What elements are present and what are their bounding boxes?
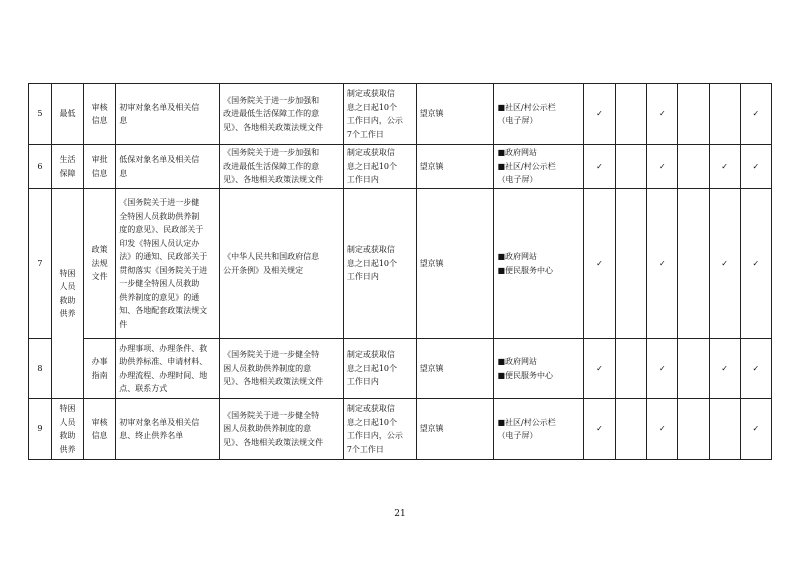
basis-cell <box>220 339 344 399</box>
time-cell <box>343 145 416 189</box>
item-line: 审批 <box>91 155 108 164</box>
check-cell: ✓ <box>740 84 771 145</box>
content-line: 初审对象名单及相关信 <box>119 417 200 427</box>
check-cell: ✓ <box>740 189 771 339</box>
check-cell <box>709 84 740 145</box>
time-line: 工作日内，公示 <box>346 431 403 440</box>
content-line: 度的意见》、民政部关于 <box>119 225 204 234</box>
time-cell <box>343 189 416 339</box>
item-cell <box>84 145 116 189</box>
page-number: 21 <box>394 509 406 519</box>
check-cell: ✓ <box>709 145 740 189</box>
category-cell <box>51 84 83 145</box>
item-cell <box>84 84 116 145</box>
content-line: 印发《特困人员认定办 <box>119 238 200 248</box>
category-line: 救助 <box>59 431 76 440</box>
time-line: 工作日内 <box>346 377 379 387</box>
basis-cell <box>220 84 344 145</box>
square-bullet-icon: ■ <box>497 357 506 366</box>
basis-cell <box>220 145 344 189</box>
content-line: 息、终止供养名单 <box>119 431 184 440</box>
check-cell: ✓ <box>583 339 615 399</box>
time-line: 工作日内，公示 <box>346 116 403 125</box>
content-line: 供养制度的意见》的通 <box>119 292 200 302</box>
content-line: 《国务院关于进一步健 <box>119 198 200 207</box>
basis-cell <box>220 399 344 460</box>
basis-line: 《国务院关于进一步加强和 <box>223 148 320 158</box>
row-number: 5 <box>29 84 52 145</box>
check-cell: ✓ <box>583 189 615 339</box>
content-line: 知、各地配套政策法规文 <box>119 306 208 315</box>
content-line: 贯彻落实《国务院关于进 <box>119 265 208 275</box>
item-line: 法规 <box>91 258 108 268</box>
category-line: 特困 <box>59 404 76 413</box>
check-cell <box>709 399 740 460</box>
time-line: 息之日起10个 <box>346 417 398 427</box>
time-cell <box>343 399 416 460</box>
check-cell: ✓ <box>740 339 771 399</box>
check-cell <box>678 339 709 399</box>
basis-line: 困人员救助供养制度的意 <box>223 363 312 373</box>
item-line: 审核 <box>91 102 108 112</box>
check-cell: ✓ <box>709 189 740 339</box>
time-cell <box>343 84 416 145</box>
check-cell: ✓ <box>647 145 678 189</box>
time-cell <box>343 339 416 399</box>
item-line: 审核 <box>91 417 108 427</box>
channel-cell <box>494 339 583 399</box>
category-line: 供养 <box>59 444 76 454</box>
content-line: 助供养标准、申请材料、 <box>119 357 208 366</box>
content-line: 息 <box>119 116 128 125</box>
basis-line: 《国务院关于进一步加强和 <box>223 95 320 105</box>
time-line: 制定或获取信 <box>346 245 395 255</box>
check-cell <box>678 189 709 339</box>
table-row <box>29 84 772 145</box>
subject-cell: 望京镇 <box>416 399 494 460</box>
square-bullet-icon: ■ <box>497 102 506 112</box>
item-line: 文件 <box>91 272 108 282</box>
table-row <box>29 145 772 189</box>
content-cell <box>116 145 220 189</box>
category-line: 最低 <box>59 109 76 119</box>
category-line: 人员 <box>59 417 76 427</box>
time-line: 7个工作日 <box>346 444 384 454</box>
check-cell <box>678 84 709 145</box>
check-cell: ✓ <box>647 399 678 460</box>
check-cell: ✓ <box>647 339 678 399</box>
content-line: 低保对象名单及相关信 <box>119 155 200 164</box>
row-number: 7 <box>29 189 52 339</box>
row-number: 6 <box>29 145 52 189</box>
square-bullet-icon: ■ <box>497 370 506 380</box>
channel-cell <box>494 145 583 189</box>
category-line: 保障 <box>59 168 76 178</box>
content-cell <box>116 399 220 460</box>
subject-cell: 望京镇 <box>416 189 494 339</box>
channel-text: 便民服务中心 <box>505 370 554 380</box>
time-line: 息之日起10个 <box>346 102 398 112</box>
basis-line: 见》、各地相关政策法规文件 <box>223 175 324 185</box>
check-cell <box>616 189 647 339</box>
time-line: 工作日内 <box>346 272 379 282</box>
basis-line: 困人员救助供养制度的意 <box>223 424 312 434</box>
channel-text: 政府网站 <box>505 252 538 261</box>
time-line: 工作日内 <box>346 175 379 185</box>
check-cell: ✓ <box>740 145 771 189</box>
row-number: 9 <box>29 399 52 460</box>
table-row <box>29 189 772 339</box>
channel-text: （电子屏） <box>497 431 538 440</box>
square-bullet-icon: ■ <box>497 148 506 158</box>
check-cell: ✓ <box>647 84 678 145</box>
square-bullet-icon: ■ <box>497 265 506 275</box>
category-line: 人员 <box>59 282 76 291</box>
item-cell <box>84 399 116 460</box>
content-cell <box>116 339 220 399</box>
time-line: 制定或获取信 <box>346 404 395 413</box>
content-cell <box>116 84 220 145</box>
channel-text: （电子屏） <box>497 116 538 125</box>
channel-text: 社区/村公示栏 <box>505 417 556 427</box>
check-cell: ✓ <box>740 399 771 460</box>
time-line: 息之日起10个 <box>346 161 398 171</box>
item-line: 指南 <box>91 370 108 380</box>
time-line: 制定或获取信 <box>346 350 395 360</box>
content-line: 息 <box>119 168 128 178</box>
time-line: 息之日起10个 <box>346 258 398 268</box>
item-cell <box>84 339 116 399</box>
channel-text: （电子屏） <box>497 175 538 185</box>
category-cell <box>51 399 83 460</box>
check-cell: ✓ <box>647 189 678 339</box>
time-line: 息之日起10个 <box>346 363 398 373</box>
square-bullet-icon: ■ <box>497 417 506 427</box>
subject-cell: 望京镇 <box>416 84 494 145</box>
check-cell <box>616 145 647 189</box>
basis-line: 见》、各地相关政策法规文件 <box>223 437 324 447</box>
table-row <box>29 339 772 399</box>
basis-line: 《国务院关于进一步健全特 <box>223 410 320 420</box>
content-line: 法》的通知、民政部关于 <box>119 252 208 261</box>
basis-line: 公开条例》及相关规定 <box>223 265 304 275</box>
content-line: 点、联系方式 <box>119 384 168 393</box>
check-cell <box>616 399 647 460</box>
check-cell <box>678 399 709 460</box>
basis-line: 《国务院关于进一步健全特 <box>223 350 320 360</box>
channel-cell <box>494 84 583 145</box>
disclosure-table <box>28 83 772 460</box>
channel-text: 政府网站 <box>505 357 538 366</box>
basis-line: 《中华人民共和国政府信息 <box>223 252 320 261</box>
item-line: 政策 <box>91 245 108 255</box>
channel-cell <box>494 189 583 339</box>
square-bullet-icon: ■ <box>497 161 506 171</box>
category-line: 救助 <box>59 295 76 305</box>
basis-line: 见》、各地相关政策法规文件 <box>223 377 324 387</box>
category-line: 供养 <box>59 309 76 318</box>
time-line: 制定或获取信 <box>346 148 395 158</box>
channel-text: 社区/村公示栏 <box>505 102 556 112</box>
basis-line: 改进最低生活保障工作的意 <box>223 161 320 171</box>
category-cell <box>51 145 83 189</box>
category-line: 生活 <box>59 155 76 164</box>
content-line: 全特困人员救助供养制 <box>119 211 200 221</box>
category-cell <box>51 189 83 399</box>
check-cell: ✓ <box>583 145 615 189</box>
item-line: 办事 <box>91 357 108 366</box>
check-cell <box>678 145 709 189</box>
content-cell <box>116 189 220 339</box>
category-line: 特困 <box>59 268 76 278</box>
check-cell <box>616 339 647 399</box>
item-line: 信息 <box>91 431 108 440</box>
check-cell <box>616 84 647 145</box>
check-cell: ✓ <box>709 339 740 399</box>
content-line: 初审对象名单及相关信 <box>119 102 200 112</box>
table-row <box>29 399 772 460</box>
content-line: 办理流程、办理时间、地 <box>119 370 208 380</box>
item-line: 信息 <box>91 168 108 178</box>
row-number: 8 <box>29 339 52 399</box>
basis-cell <box>220 189 344 339</box>
basis-line: 改进最低生活保障工作的意 <box>223 109 320 119</box>
subject-cell: 望京镇 <box>416 339 494 399</box>
content-line: 一步健全特困人员救助 <box>119 279 200 288</box>
basis-line: 见》、各地相关政策法规文件 <box>223 122 324 132</box>
check-cell: ✓ <box>583 399 615 460</box>
item-cell <box>84 189 116 339</box>
item-line: 信息 <box>91 116 108 125</box>
content-line: 件 <box>119 319 128 329</box>
square-bullet-icon: ■ <box>497 252 506 261</box>
time-line: 制定或获取信 <box>346 89 395 98</box>
check-cell: ✓ <box>583 84 615 145</box>
channel-text: 社区/村公示栏 <box>505 161 556 171</box>
channel-text: 政府网站 <box>505 148 538 158</box>
time-line: 7个工作日 <box>346 129 384 139</box>
channel-cell <box>494 399 583 460</box>
channel-text: 便民服务中心 <box>505 265 554 275</box>
subject-cell: 望京镇 <box>416 145 494 189</box>
content-line: 办理事项、办理条件、救 <box>119 343 208 353</box>
